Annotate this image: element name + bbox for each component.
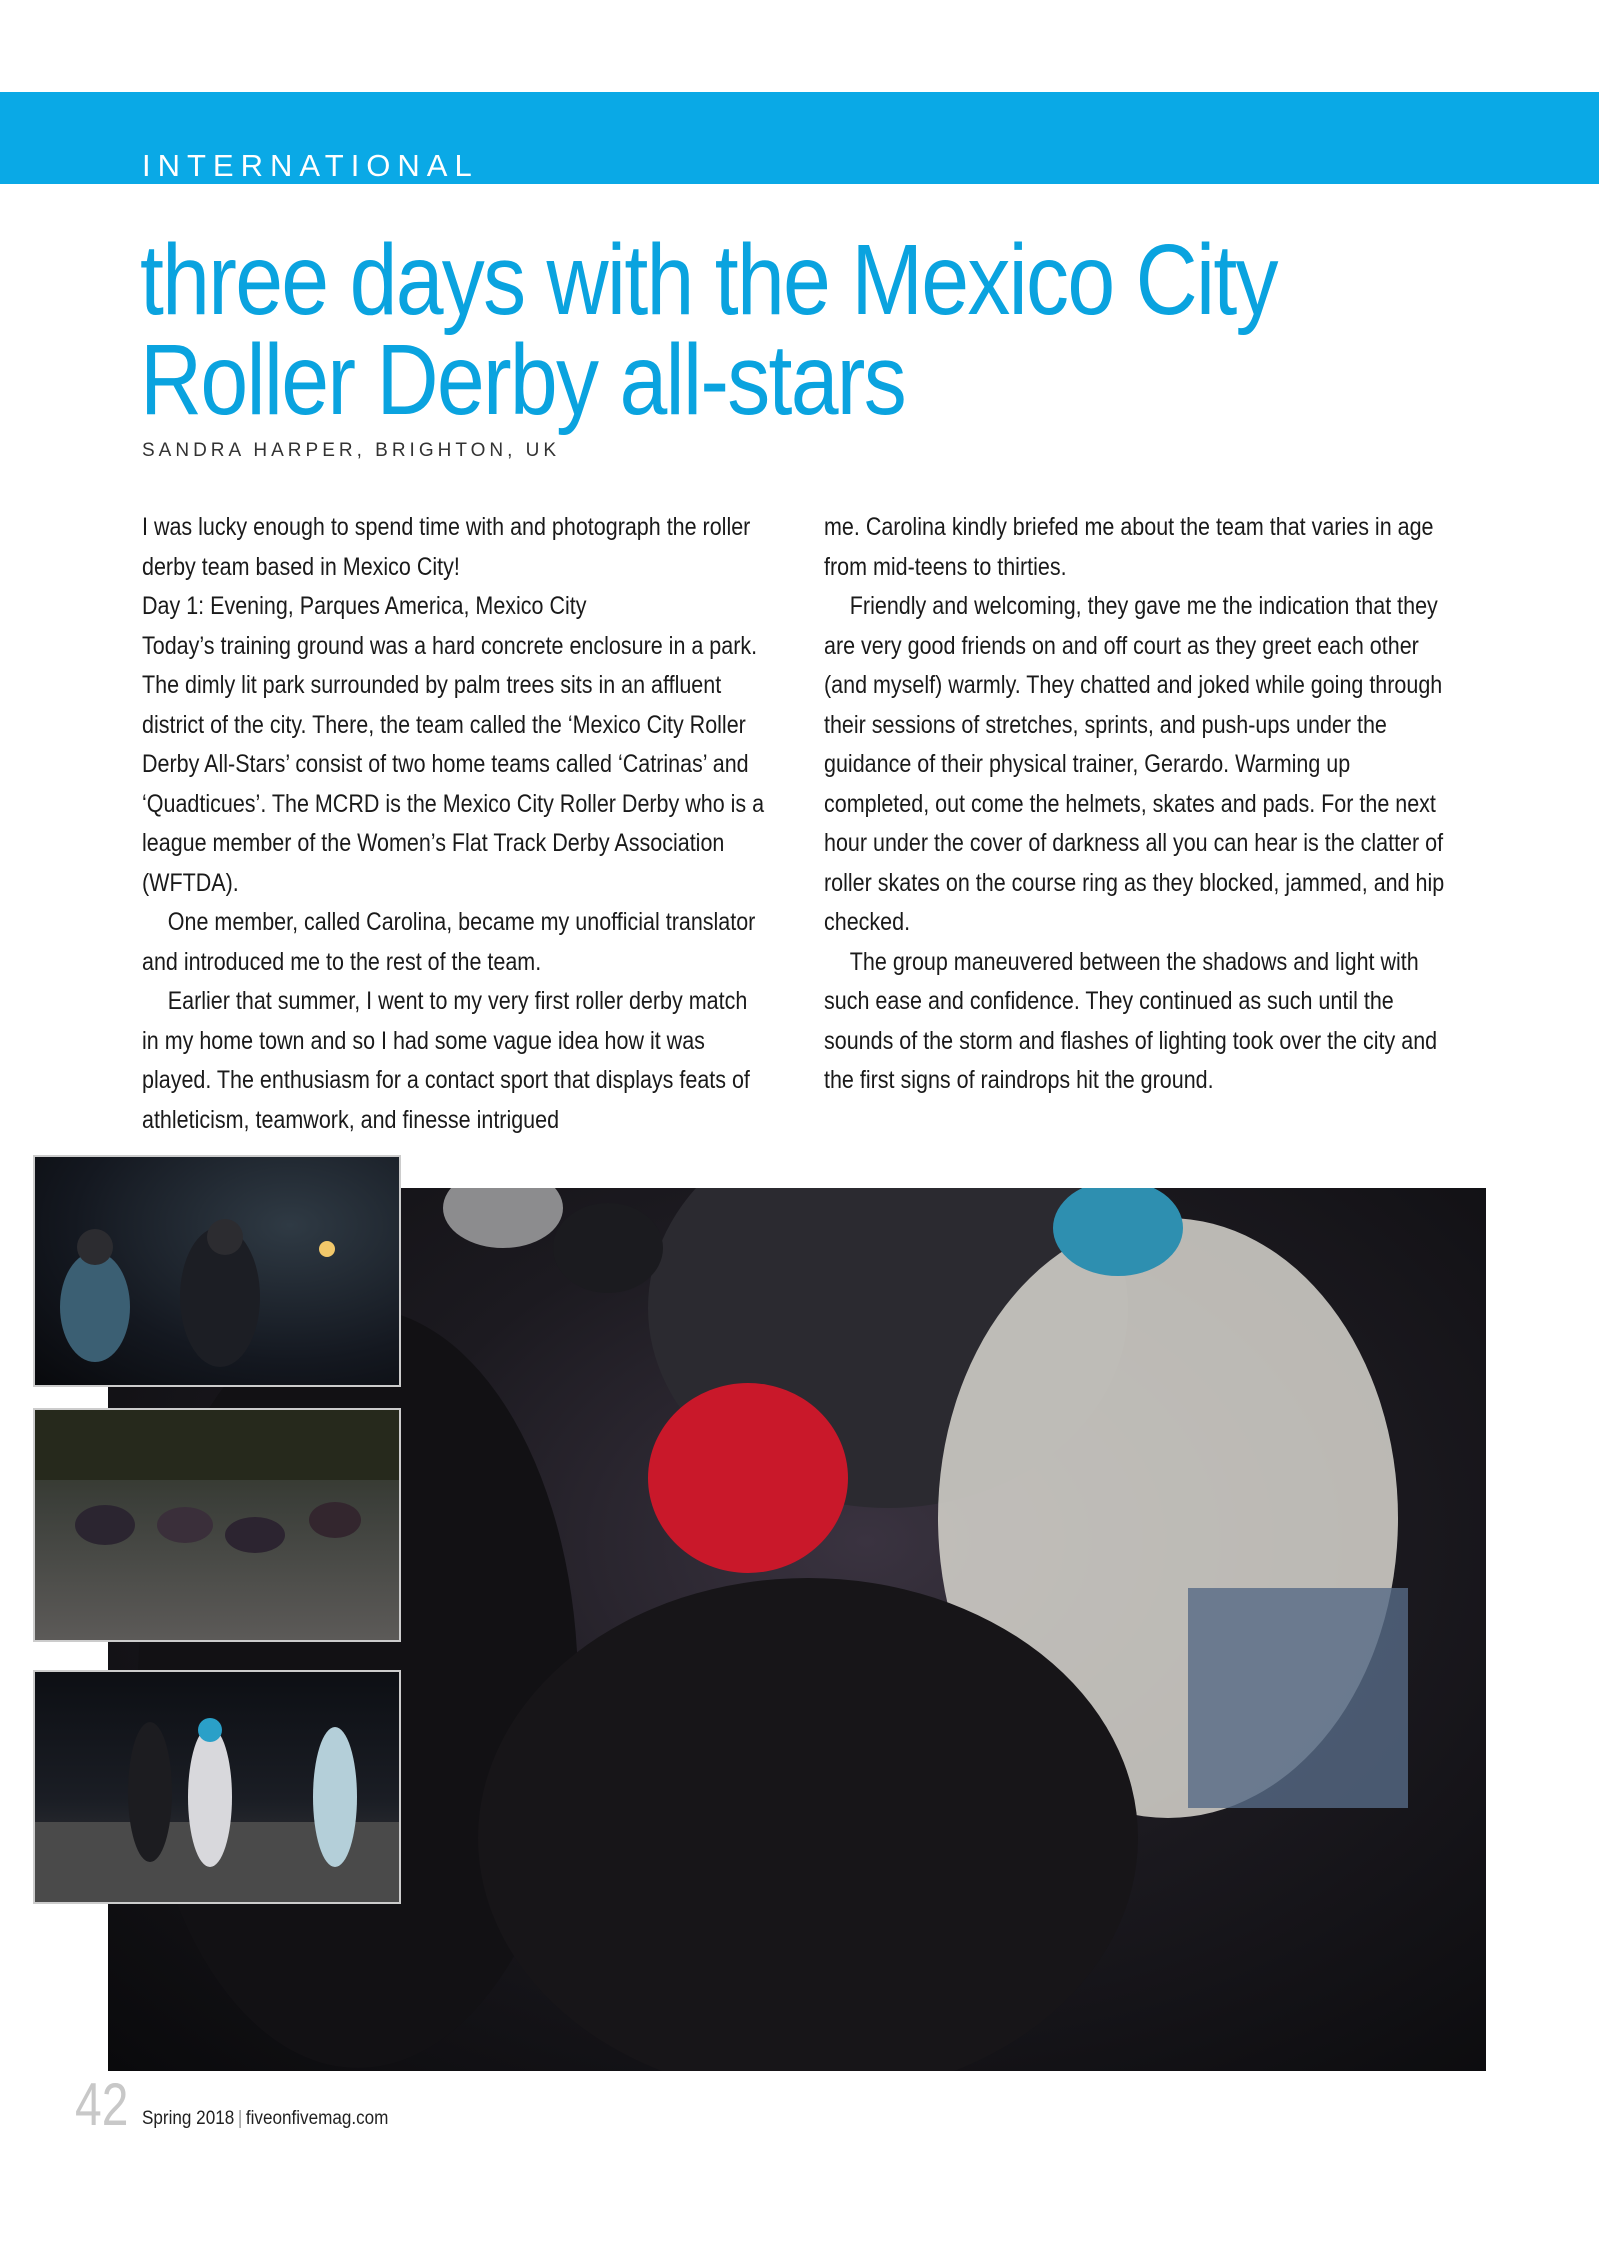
byline: SANDRA HARPER, BRIGHTON, UK bbox=[142, 440, 561, 461]
paragraph: The group maneuvered between the shadows and light with such ease and confidence. They continued as such until the sounds of the storm and flashes of lighting took over the city and the first signs of raindrops hit the ground. bbox=[824, 947, 1438, 1094]
paragraph: Today’s training ground was a hard concrete enclosure in a park. The dimly lit park surrounded by palm trees sits in an affluent district of the city. There, the team called the ‘Mexico City Roller Derby All-Stars’ consist of two home teams called ‘Catrinas’ and ‘Quadticues’. The MCRD is the Mexico City Roller Derby who is a league member of the Women’s Flat Track Derby Association (WFTDA). bbox=[142, 631, 765, 897]
article-title bbox=[140, 224, 1292, 436]
thumbnail-illustration bbox=[35, 1157, 399, 1385]
thumbnail-photo-3 bbox=[33, 1670, 401, 1904]
website-label: fiveonfivemag.com bbox=[245, 2108, 389, 2129]
thumbnail-photo-1 bbox=[33, 1155, 401, 1387]
issue-label: Spring 2018 bbox=[142, 2108, 235, 2129]
text-column-right bbox=[824, 508, 1460, 1101]
paragraph: Friendly and welcoming, they gave me the indication that they are very good friends on and off court as they greet each other (and myself) warmly. They chatted and joked while going through their sessions of stretches, sprints, and push-ups under the guidance of their physical trainer, Gerardo. Warming up completed, out come the helmets, skates and pads. For the next hour under the cover of darkness all you can hear is the clatter of roller skates on the course ring as they blocked, jammed, and hip checked. bbox=[824, 592, 1445, 936]
article-title-line-1: three days with the Mexico City bbox=[140, 224, 1277, 336]
paragraph: One member, called Carolina, became my unofficial translator and introduced me to the rest of the team. bbox=[142, 908, 756, 976]
subheading: Day 1: Evening, Parques America, Mexico City bbox=[142, 592, 587, 620]
footer-issue-info: Spring 2018 | fiveonfivemag.com bbox=[142, 2108, 389, 2129]
section-label: INTERNATIONAL bbox=[142, 148, 479, 183]
page-number: 42 bbox=[75, 2071, 129, 2138]
thumbnail-illustration bbox=[35, 1410, 399, 1640]
article-title-line-2: Roller Derby all-stars bbox=[140, 324, 906, 436]
paragraph: me. Carolina kindly briefed me about the team that varies in age from mid-teens to thirties. bbox=[824, 513, 1434, 581]
text-column-left bbox=[142, 508, 770, 1140]
thumbnail-illustration bbox=[35, 1672, 399, 1902]
thumbnail-photo-2 bbox=[33, 1408, 401, 1642]
paragraph: Earlier that summer, I went to my very first roller derby match in my home town and so I had some vague idea how it was played. The enthusiasm for a contact sport that displays feats of athleticism, teamwork, and finesse intrigued bbox=[142, 987, 750, 1134]
paragraph: I was lucky enough to spend time with and photograph the roller derby team based in Mexico City! bbox=[142, 513, 751, 581]
